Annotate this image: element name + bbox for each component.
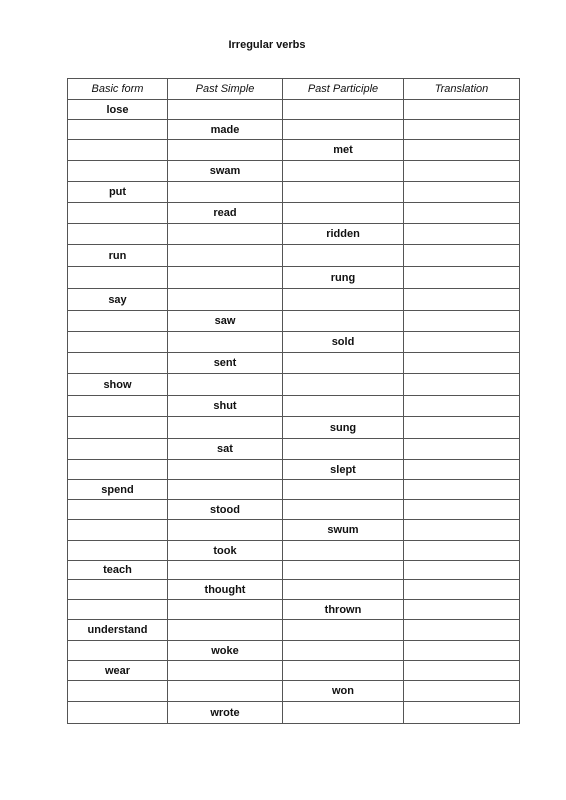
past-simple-cell (168, 374, 283, 396)
past-simple-cell (168, 100, 283, 120)
basic-form-cell (68, 641, 168, 661)
basic-form-cell (68, 161, 168, 182)
basic-form-cell (68, 267, 168, 289)
page-title: Irregular verbs (228, 39, 306, 51)
past-simple-cell: woke (168, 641, 283, 661)
table-row (68, 561, 520, 580)
table-row (68, 541, 520, 561)
past-participle-cell (283, 289, 404, 311)
translation-cell[interactable] (404, 500, 520, 520)
past-simple-cell (168, 182, 283, 203)
basic-form-cell (68, 353, 168, 374)
basic-form-cell: show (68, 374, 168, 396)
past-simple-cell: made (168, 120, 283, 140)
table-row (68, 245, 520, 267)
past-participle-cell (283, 120, 404, 140)
table-row (68, 580, 520, 600)
basic-form-cell (68, 140, 168, 161)
translation-cell[interactable] (404, 460, 520, 480)
basic-form-cell (68, 520, 168, 541)
table-row (68, 460, 520, 480)
past-simple-cell (168, 245, 283, 267)
past-participle-cell: swum (283, 520, 404, 541)
table-header-row (68, 79, 520, 100)
past-simple-cell (168, 267, 283, 289)
past-participle-cell (283, 311, 404, 332)
translation-cell[interactable] (404, 520, 520, 541)
translation-cell[interactable] (404, 245, 520, 267)
translation-cell[interactable] (404, 702, 520, 724)
table-row (68, 600, 520, 620)
header-translation: Translation (404, 79, 520, 100)
basic-form-cell (68, 460, 168, 480)
translation-cell[interactable] (404, 417, 520, 439)
past-participle-cell (283, 439, 404, 460)
basic-form-cell (68, 500, 168, 520)
past-simple-cell: swam (168, 161, 283, 182)
past-simple-cell: thought (168, 580, 283, 600)
basic-form-cell (68, 120, 168, 140)
translation-cell[interactable] (404, 140, 520, 161)
past-simple-cell: wrote (168, 702, 283, 724)
past-participle-cell: met (283, 140, 404, 161)
table-row (68, 120, 520, 140)
past-simple-cell: saw (168, 311, 283, 332)
past-participle-cell: ridden (283, 224, 404, 245)
past-simple-cell (168, 480, 283, 500)
basic-form-cell: run (68, 245, 168, 267)
past-participle-cell (283, 620, 404, 641)
translation-cell[interactable] (404, 289, 520, 311)
table-row (68, 439, 520, 460)
past-simple-cell: read (168, 203, 283, 224)
verbs-table (67, 78, 520, 724)
basic-form-cell (68, 203, 168, 224)
translation-cell[interactable] (404, 182, 520, 203)
basic-form-cell: put (68, 182, 168, 203)
table-row (68, 661, 520, 681)
past-participle-cell (283, 661, 404, 681)
table-row (68, 500, 520, 520)
translation-cell[interactable] (404, 267, 520, 289)
basic-form-cell (68, 600, 168, 620)
translation-cell[interactable] (404, 311, 520, 332)
past-simple-cell: stood (168, 500, 283, 520)
table-row (68, 267, 520, 289)
table-row (68, 311, 520, 332)
table-row (68, 100, 520, 120)
header-past-participle: Past Participle (283, 79, 404, 100)
translation-cell[interactable] (404, 580, 520, 600)
header-past-simple: Past Simple (168, 79, 283, 100)
translation-cell[interactable] (404, 480, 520, 500)
translation-cell[interactable] (404, 661, 520, 681)
translation-cell[interactable] (404, 681, 520, 702)
table-row (68, 332, 520, 353)
table-row (68, 620, 520, 641)
table-row (68, 140, 520, 161)
past-simple-cell (168, 661, 283, 681)
translation-cell[interactable] (404, 620, 520, 641)
past-participle-cell (283, 580, 404, 600)
verbs-table-body (68, 100, 520, 724)
past-participle-cell (283, 353, 404, 374)
past-participle-cell (283, 480, 404, 500)
table-row (68, 374, 520, 396)
past-participle-cell: slept (283, 460, 404, 480)
past-participle-cell (283, 702, 404, 724)
basic-form-cell (68, 702, 168, 724)
past-participle-cell (283, 641, 404, 661)
table-row (68, 641, 520, 661)
basic-form-cell (68, 417, 168, 439)
translation-cell[interactable] (404, 600, 520, 620)
table-row (68, 480, 520, 500)
translation-cell[interactable] (404, 120, 520, 140)
translation-cell[interactable] (404, 541, 520, 561)
table-row (68, 224, 520, 245)
basic-form-cell: understand (68, 620, 168, 641)
table-row (68, 203, 520, 224)
past-participle-cell (283, 374, 404, 396)
table-row (68, 161, 520, 182)
past-simple-cell (168, 289, 283, 311)
table-row (68, 353, 520, 374)
translation-cell[interactable] (404, 203, 520, 224)
past-simple-cell: took (168, 541, 283, 561)
basic-form-cell (68, 439, 168, 460)
past-participle-cell (283, 500, 404, 520)
past-participle-cell: thrown (283, 600, 404, 620)
header-basic-form: Basic form (68, 79, 168, 100)
table-row (68, 417, 520, 439)
past-participle-cell (283, 100, 404, 120)
past-simple-cell (168, 460, 283, 480)
table-row (68, 520, 520, 541)
basic-form-cell: spend (68, 480, 168, 500)
translation-cell[interactable] (404, 374, 520, 396)
past-participle-cell (283, 203, 404, 224)
past-simple-cell (168, 140, 283, 161)
table-row (68, 396, 520, 417)
basic-form-cell (68, 681, 168, 702)
basic-form-cell (68, 224, 168, 245)
past-participle-cell (283, 396, 404, 417)
past-participle-cell: sung (283, 417, 404, 439)
past-simple-cell: sat (168, 439, 283, 460)
basic-form-cell: say (68, 289, 168, 311)
translation-cell[interactable] (404, 353, 520, 374)
translation-cell[interactable] (404, 100, 520, 120)
past-participle-cell: won (283, 681, 404, 702)
table-row (68, 289, 520, 311)
past-simple-cell (168, 600, 283, 620)
past-participle-cell: sold (283, 332, 404, 353)
past-participle-cell (283, 245, 404, 267)
translation-cell[interactable] (404, 161, 520, 182)
past-simple-cell: shut (168, 396, 283, 417)
basic-form-cell: teach (68, 561, 168, 580)
translation-cell[interactable] (404, 224, 520, 245)
table-row (68, 182, 520, 203)
past-simple-cell (168, 417, 283, 439)
basic-form-cell: wear (68, 661, 168, 681)
translation-cell[interactable] (404, 332, 520, 353)
translation-cell[interactable] (404, 561, 520, 580)
past-participle-cell (283, 182, 404, 203)
translation-cell[interactable] (404, 641, 520, 661)
past-participle-cell: rung (283, 267, 404, 289)
translation-cell[interactable] (404, 439, 520, 460)
table-row (68, 681, 520, 702)
past-simple-cell (168, 561, 283, 580)
past-simple-cell (168, 520, 283, 541)
table-row (68, 702, 520, 724)
basic-form-cell (68, 332, 168, 353)
past-simple-cell (168, 681, 283, 702)
past-simple-cell: sent (168, 353, 283, 374)
basic-form-cell (68, 311, 168, 332)
translation-cell[interactable] (404, 396, 520, 417)
past-simple-cell (168, 332, 283, 353)
basic-form-cell (68, 396, 168, 417)
past-simple-cell (168, 620, 283, 641)
basic-form-cell: lose (68, 100, 168, 120)
past-simple-cell (168, 224, 283, 245)
basic-form-cell (68, 580, 168, 600)
past-participle-cell (283, 541, 404, 561)
past-participle-cell (283, 561, 404, 580)
past-participle-cell (283, 161, 404, 182)
basic-form-cell (68, 541, 168, 561)
